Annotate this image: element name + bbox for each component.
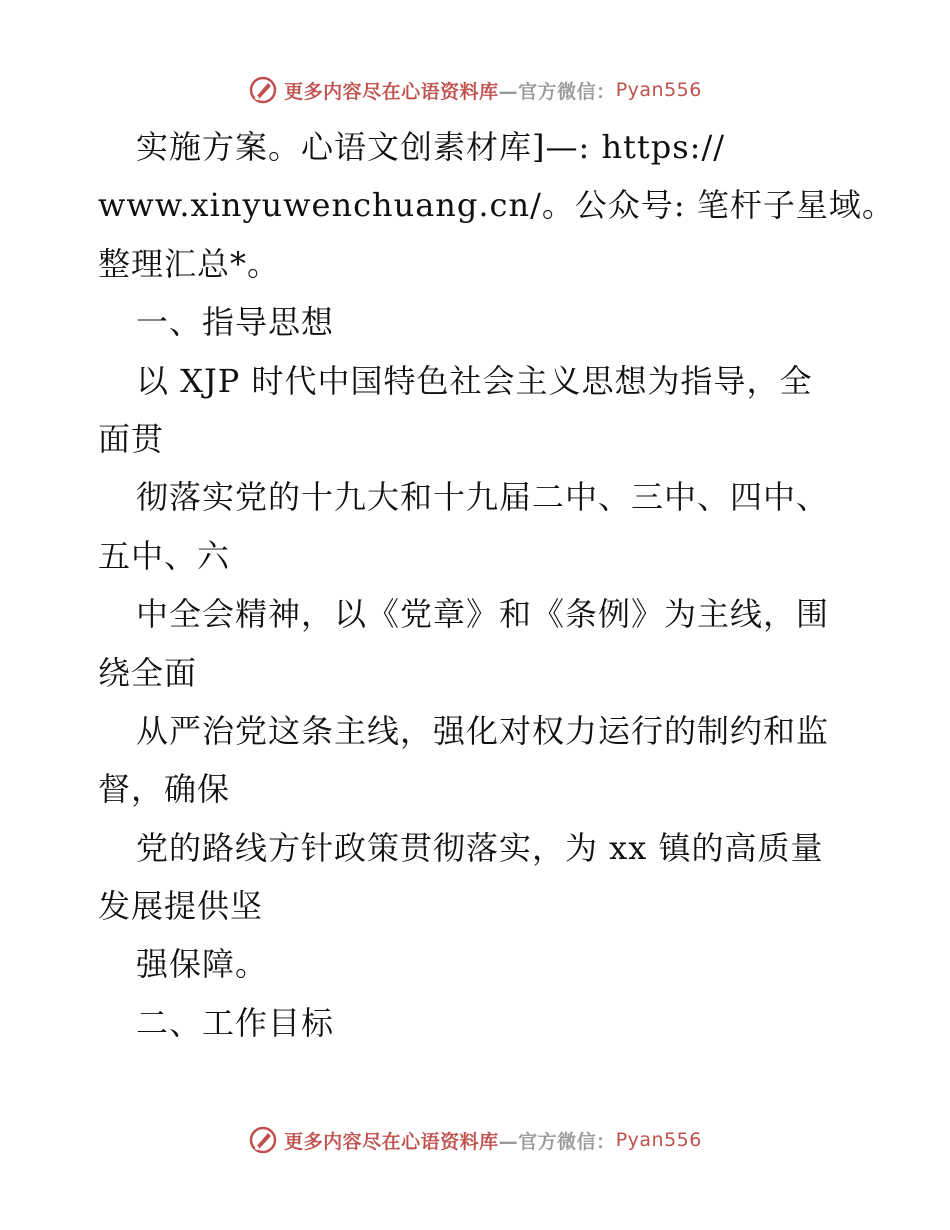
text-line: 督，确保 — [98, 770, 231, 809]
text-line: 面贯 — [98, 419, 165, 458]
pen-logo-icon — [248, 1125, 278, 1155]
text-line: 五中、六 — [98, 536, 231, 575]
footer-watermark — [0, 1120, 950, 1160]
text-line: 实施方案。心语文创素材库]—: https:// — [136, 128, 726, 166]
text-line: 以 XJP 时代中国特色社会主义思想为指导，全 — [136, 361, 813, 400]
watermark-separator-text: —官方微信： — [498, 1130, 616, 1153]
document-body — [98, 118, 895, 1052]
text-line: www.xinyuwenchuang.cn/。公众号: 笔杆子星域。 — [98, 186, 895, 225]
pen-logo-icon — [248, 75, 278, 105]
text-line: 中全会精神，以《党章》和《条例》为主线，围 — [136, 595, 830, 634]
watermark-id-text: Pyan556 — [615, 79, 702, 101]
text-line: 强保障。 — [136, 945, 269, 984]
watermark-id-text: Pyan556 — [615, 1129, 702, 1151]
watermark-separator-text: —官方微信： — [498, 80, 616, 103]
header-watermark — [0, 70, 950, 110]
text-line: 从严治党这条主线，强化对权力运行的制约和监 — [136, 711, 830, 750]
text-line: 绕全面 — [98, 653, 198, 692]
section-heading: 一、指导思想 — [136, 303, 335, 342]
watermark-main-text: 更多内容尽在心语资料库 — [284, 1130, 499, 1153]
section-heading: 二、工作目标 — [136, 1003, 335, 1042]
watermark-main-text: 更多内容尽在心语资料库 — [284, 80, 499, 103]
text-line: 整理汇总*。 — [98, 244, 281, 283]
text-line: 发展提供坚 — [98, 887, 264, 926]
text-line: 彻落实党的十九大和十九届二中、三中、四中、 — [136, 478, 830, 517]
text-line: 党的路线方针政策贯彻落实，为 xx 镇的高质量 — [136, 828, 824, 867]
